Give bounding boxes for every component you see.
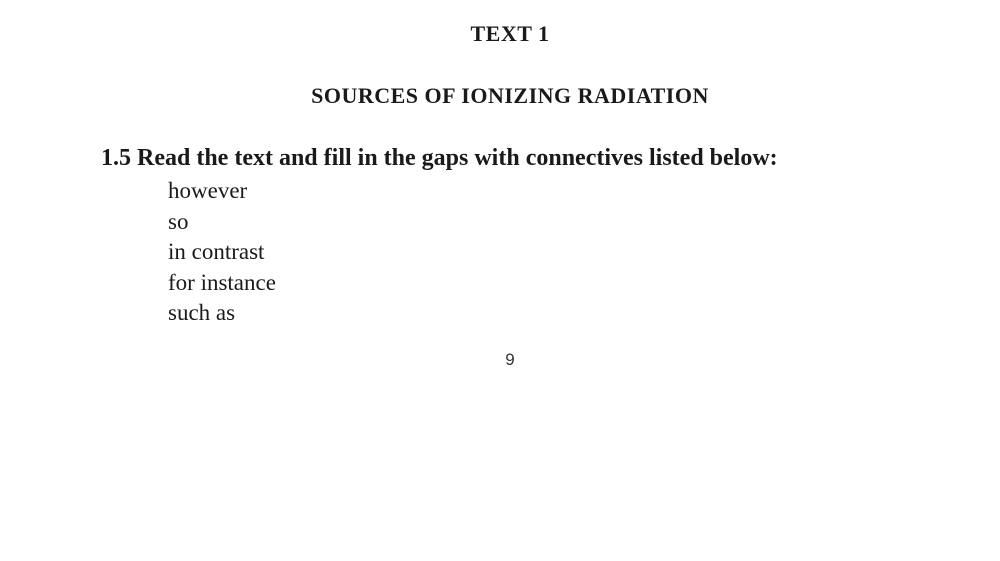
page-number: 9 bbox=[505, 350, 515, 369]
connectives-list bbox=[168, 176, 276, 329]
connective-item: in contrast bbox=[168, 239, 265, 264]
document-subtitle: SOURCES OF IONIZING RADIATION bbox=[311, 83, 709, 108]
connective-item: for instance bbox=[168, 269, 276, 295]
connective-item: however bbox=[168, 178, 248, 203]
connective-item: so bbox=[168, 208, 189, 234]
document-title: TEXT 1 bbox=[470, 21, 550, 46]
task-instruction: 1.5 Read the text and fill in the gaps with connectives listed below: bbox=[101, 145, 778, 171]
connective-item: such as bbox=[168, 300, 236, 325]
